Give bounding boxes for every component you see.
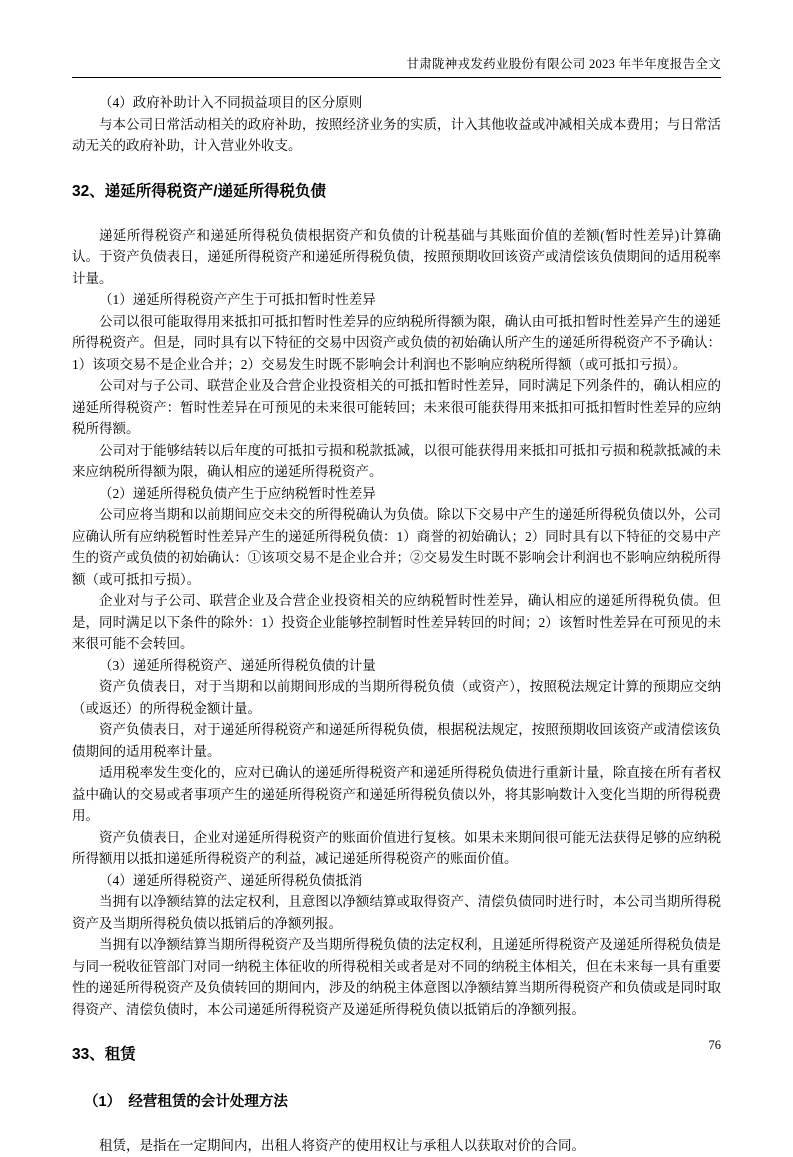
section-33-sub1-heading: （1） 经营租赁的会计处理方法 (84, 1094, 288, 1110)
paragraph: 当拥有以净额结算的法定权利，且意图以净额结算或取得资产、清偿负债同时进行时，本公司当期所得税资产及当期所得税负债以抵销后的净额列报。 (72, 894, 721, 931)
paragraph: 公司对于能够结转以后年度的可抵扣亏损和税款抵减，以很可能获得用来抵扣可抵扣亏损和税款抵减的未来应纳税所得额为限，确认相应的递延所得税资产。 (72, 442, 721, 479)
paragraph: 当拥有以净额结算当期所得税资产及当期所得税负债的法定权利，且递延所得税资产及递延所得税负债是与同一税收征管部门对同一纳税主体征收的所得税相关或者是对不同的纳税主体相关，但在未来每一具有重要性的递延所得税资产及负债转回的期间内，涉及的纳税主体意图以净额结算当期所得税资产和负债或是同时取得资产、清偿负债时，本公司递延所得税资产及递延所得税负债以抵销后的净额列报。 (72, 937, 721, 1017)
page-header (72, 56, 721, 78)
page-number: 76 (708, 1038, 721, 1052)
gov-subsidy-item4-title: （4）政府补助计入不同损益项目的区分原则 (99, 95, 363, 110)
section-32-item2-title: （2）递延所得税负债产生于应纳税暂时性差异 (99, 485, 376, 501)
section-32-item3-title: （3）递延所得税资产、递延所得税负债的计量 (99, 657, 376, 673)
paragraph: 企业对与子公司、联营企业及合营企业投资相关的应纳税暂时性差异，确认相应的递延所得税负债。但是，同时满足以下条件的除外：1）投资企业能够控制暂时性差异转回的时间；2）该暂时性差异在可预见的未来很可能不会转回。 (72, 593, 721, 651)
page-footer (709, 1036, 722, 1054)
section-32-item1-title: （1）递延所得税资产产生于可抵扣暂时性差异 (99, 292, 376, 307)
paragraph: 公司应将当期和以前期间应交未交的所得税确认为负债。除以下交易中产生的递延所得税负债以外，公司应确认所有应纳税暂时性差异产生的递延所得税负债：1）商誉的初始确认；2）同时具有以下特征的交易中产生的资产或负债的初始确认：①该项交易不是企业合并；②交易发生时既不影响会计利润也不影响应纳税所得额（或可抵扣亏损）。 (72, 507, 721, 587)
section-33-heading: 33、租赁 (72, 1046, 136, 1063)
report-body (72, 78, 721, 1157)
section-32-item4-title: （4）递延所得税资产、递延所得税负债抵消 (99, 872, 363, 888)
report-header-title: 甘肃陇神戎发药业股份有限公司 2023 年半年度报告全文 (406, 57, 721, 71)
section-32-heading: 32、递延所得税资产/递延所得税负债 (72, 182, 327, 200)
paragraph: 适用税率发生变化的，应对已确认的递延所得税资产和递延所得税负债进行重新计量，除直接在所有者权益中确认的交易或者事项产生的递延所得税资产和递延所得税负债以外，将其影响数计入变化当期的所得税费用。 (72, 765, 721, 823)
section-33-sub1-body: 租赁，是指在一定期间内，出租人将资产的使用权让与承租人以获取对价的合同。 (99, 1138, 585, 1153)
paragraph: 资产负债表日，对于当期和以前期间形成的当期所得税负债（或资产），按照税法规定计算的预期应交纳（或返还）的所得税金额计量。 (72, 679, 721, 716)
section-32-intro: 递延所得税资产和递延所得税负债根据资产和负债的计税基础与其账面价值的差额(暂时性差异)计算确认。于资产负债表日，递延所得税资产和递延所得税负债，按照预期收回该资产或清偿该负债期间的适用税率计量。 (72, 227, 721, 286)
paragraph: 公司以很可能取得用来抵扣可抵扣暂时性差异的应纳税所得额为限，确认由可抵扣暂时性差异产生的递延所得税资产。但是，同时具有以下特征的交易中因资产或负债的初始确认所产生的递延所得税资产不予确认：1）该项交易不是企业合并；2）交易发生时既不影响会计利润也不影响应纳税所得额（或可抵扣亏损）。 (72, 313, 721, 372)
paragraph: 公司对与子公司、联营企业及合营企业投资相关的可抵扣暂时性差异，同时满足下列条件的，确认相应的递延所得税资产：暂时性差异在可预见的未来很可能转回；未来很可能获得用来抵扣可抵扣暂时性差异的应纳税所得额。 (72, 378, 721, 436)
paragraph: 资产负债表日，企业对递延所得税资产的账面价值进行复核。如果未来期间很可能无法获得足够的应纳税所得额用以抵扣递延所得税资产的利益，减记递延所得税资产的账面价值。 (72, 829, 721, 866)
paragraph: 资产负债表日，对于递延所得税资产和递延所得税负债，根据税法规定，按照预期收回该资产或清偿该负债期间的适用税率计量。 (72, 722, 721, 759)
gov-subsidy-item4-body: 与本公司日常活动相关的政府补助，按照经济业务的实质，计入其他收益或冲减相关成本费用；与日常活动无关的政府补助，计入营业外收支。 (72, 116, 721, 153)
